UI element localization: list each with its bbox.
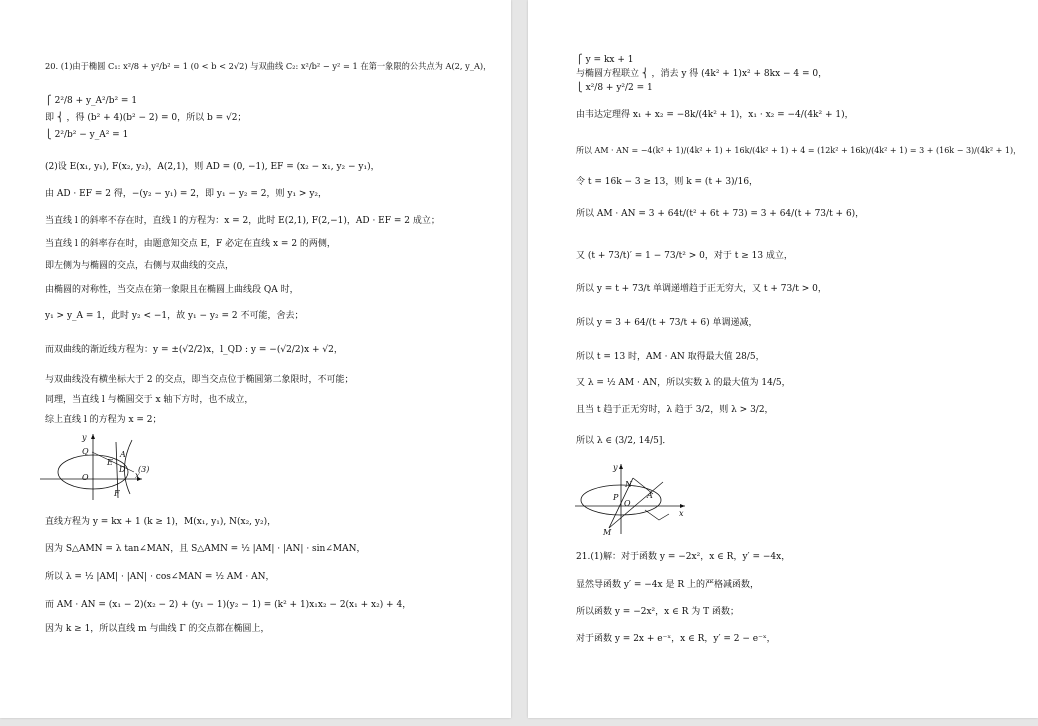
fig-label: x (135, 471, 140, 480)
fig-label: P (613, 493, 619, 502)
text-line: 直线方程为 y = kx + 1 (k ≥ 1)，M(x₁, y₁), N(x₂, y₂)， (45, 517, 277, 527)
fig-label: x (679, 509, 684, 518)
text-line: 21.(1)解：对于函数 y = −2x²，x ∈ R，y′ = −4x， (576, 552, 791, 562)
text-line: ⎩ x²/8 + y²/2 = 1 (576, 83, 653, 93)
text-line: 即左侧为与椭圆的交点，右侧与双曲线的交点， (45, 261, 235, 271)
text-line: 所以 λ = ½ |AM| · |AN| · cos∠MAN = ½ AM · AN， (45, 572, 275, 582)
y-axis-arrow (619, 464, 623, 469)
fig-label: A (120, 450, 126, 459)
x-axis-arrow (680, 504, 685, 508)
segment-qd (92, 452, 134, 472)
fig-label: (3) (138, 465, 150, 474)
text-line: 综上直线 l 的方程为 x = 2； (45, 415, 162, 425)
text-line: 而 AM · AN = (x₁ − 2)(x₂ − 2) + (y₁ − 1)(y₂ − 1) = (k² + 1)x₁x₂ − 2(x₁ + x₂) + 4， (45, 600, 412, 610)
text-line: 20. (1)由于椭圆 C₁: x²/8 + y²/b² = 1 (0 < b < 2√2) 与双曲线 C₂: x²/b² − y² = 1 在第一象限的公共点为 A(2, y_A)， (45, 61, 492, 71)
ellipse-hyperbola-figure (38, 428, 158, 503)
text-line: 且当 t 趋于正无穷时，λ 趋于 3/2，则 λ > 3/2， (576, 405, 774, 415)
text-line: 与椭圆方程联立 ⎨ ，消去 y 得 (4k² + 1)x² + 8kx − 4 = 0， (576, 69, 828, 79)
text-line: ⎩ 2²/b² − y_A² = 1 (45, 130, 129, 140)
text-line: ⎧ y = kx + 1 (576, 55, 634, 65)
fig-label: O (82, 473, 89, 482)
text-line: 因为 k ≥ 1，所以直线 m 与曲线 Γ 的交点都在椭圆上， (45, 624, 270, 634)
text-line: 由 AD · EF = 2 得，−(y₂ − y₁) = 2，即 y₁ − y₂ = 2，则 y₁ > y₂， (45, 189, 328, 199)
hyperbola-branch (124, 440, 132, 494)
text-line: 当直线 l 的斜率存在时，由题意知交点 E，F 必定在直线 x = 2 的两侧， (45, 239, 336, 249)
text-line: 所以 y = t + 73/t 单调递增趋于正无穷大，又 t + 73/t > 0， (576, 284, 827, 294)
text-line: (2)设 E(x₁, y₁), F(x₂, y₂)，A(2,1)，则 AD = (0, −1), EF = (x₂ − x₁, y₂ − y₁)， (45, 162, 380, 172)
y-axis-arrow (91, 434, 95, 439)
fig-label: O (624, 499, 631, 508)
text-line: 所以 λ ∈ (3/2, 14/5]． (576, 436, 672, 446)
document-page-left (0, 0, 511, 718)
fig-label: F (114, 489, 120, 498)
document-page-right (528, 0, 1038, 718)
fig-label: Q (82, 447, 89, 456)
fig-label: A (647, 491, 653, 500)
ellipse-lines-figure (573, 458, 698, 538)
text-line: 所以函数 y = −2x²，x ∈ R 为 T 函数； (576, 607, 739, 617)
text-line: 所以 y = 3 + 64/(t + 73/t + 6) 单调递减， (576, 318, 758, 328)
fig-label: M (603, 528, 612, 537)
text-line: 又 (t + 73/t)′ = 1 − 73/t² > 0，对于 t ≥ 13 成立， (576, 251, 793, 261)
text-line: 所以 AM · AN = 3 + 64t/(t² + 6t + 73) = 3 + 64/(t + 73/t + 6)， (576, 209, 865, 219)
text-line: ⎧ 2²/8 + y_A²/b² = 1 (45, 96, 138, 106)
fig-label: E (107, 458, 113, 467)
text-line: 又 λ = ½ AM · AN，所以实数 λ 的最大值为 14/5， (576, 378, 791, 388)
fig-label: y (613, 463, 618, 472)
text-line: 因为 S△AMN = λ tan∠MAN，且 S△AMN = ½ |AM| · |AN| · sin∠MAN， (45, 544, 366, 554)
text-line: 显然导函数 y′ = −4x 是 R 上的严格减函数， (576, 580, 759, 590)
text-line: 而双曲线的渐近线方程为：y = ±(√2/2)x，l_QD : y = −(√2/2)x + √2， (45, 345, 343, 355)
text-line: 所以 t = 13 时，AM · AN 取得最大值 28/5， (576, 352, 765, 362)
text-line: 由椭圆的对称性，当交点在第一象限且在椭圆上曲线段 QA 时， (45, 285, 299, 295)
hyperbola-branch (645, 510, 669, 520)
fig-label: N (625, 480, 632, 489)
text-line: 同理，当直线 l 与椭圆交于 x 轴下方时，也不成立， (45, 395, 254, 405)
fig-label: D (119, 465, 126, 474)
text-line: y₁ > y_A = 1，此时 y₂ < −1，故 y₁ − y₂ = 2 不可能，舍去； (45, 311, 304, 321)
text-line: 由韦达定理得 x₁ + x₂ = −8k/(4k² + 1)，x₁ · x₂ = −4/(4k² + 1)， (576, 110, 854, 120)
text-line: 所以 AM · AN = −4(k² + 1)/(4k² + 1) + 16k/(4k² + 1) + 4 = (12k² + 16k)/(4k² + 1) = 3 + (16k − 3)/(4k² + 1)， (576, 146, 1022, 155)
text-line: 即 ⎨ ，得 (b² + 4)(b² − 2) = 0，所以 b = √2； (45, 113, 247, 123)
text-line: 对于函数 y = 2x + e⁻ˣ，x ∈ R，y′ = 2 − e⁻ˣ， (576, 634, 776, 644)
fig-label: y (82, 433, 87, 442)
line-ma (609, 482, 663, 528)
text-line: 令 t = 16k − 3 ≥ 13，则 k = (t + 3)/16， (576, 177, 759, 187)
text-line: 与双曲线没有横坐标大于 2 的交点，即当交点位于椭圆第二象限时，不可能； (45, 375, 354, 385)
text-line: 当直线 l 的斜率不存在时，直线 l 的方程为：x = 2，此时 E(2,1), F(2,−1)，AD · EF = 2 成立； (45, 216, 440, 226)
